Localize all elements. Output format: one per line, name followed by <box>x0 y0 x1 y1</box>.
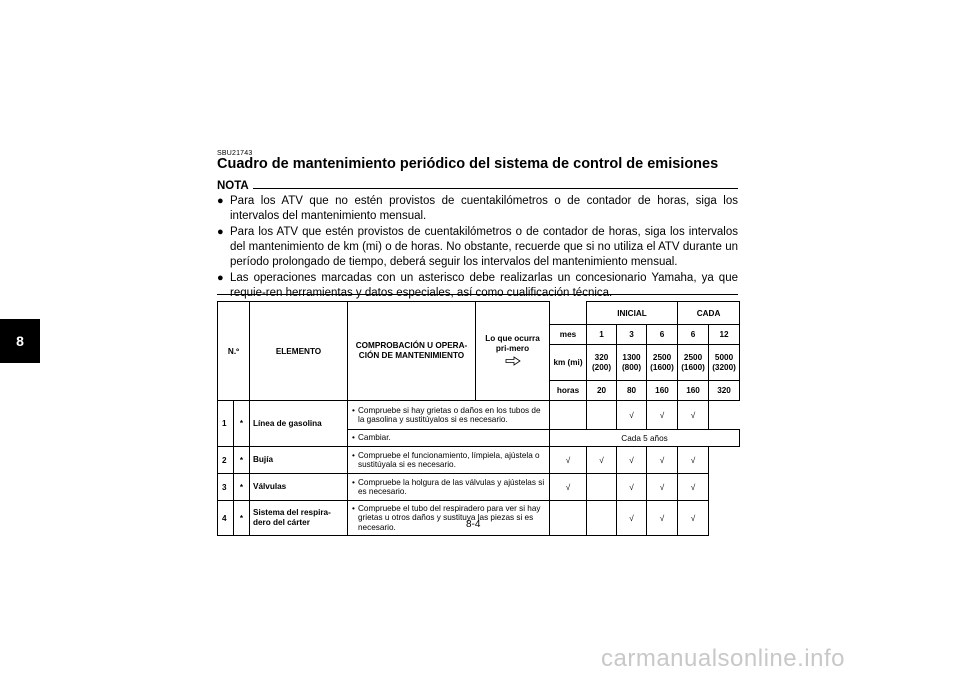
header-row <box>218 302 740 325</box>
header-element: ELEMENTO <box>250 302 348 401</box>
document-code: SBU21743 <box>217 150 253 157</box>
header-blank <box>550 302 587 325</box>
table-row: 2 * Bujía • Compruebe el funcionamiento, límpiela, ajústela o sustitúyala si es necesario. √ √ √ √ √ <box>218 447 740 474</box>
header-inicial: INICIAL <box>587 302 678 325</box>
bullet-icon: ● <box>217 225 224 238</box>
header-cada: CADA <box>678 302 740 325</box>
interval-row-km: km (mi) 320 (200) 1300 (800) 2500 (1600) 2500 (1600) 5000 (3200) <box>218 345 740 381</box>
nota-header <box>217 180 738 194</box>
table-row: • Cambiar. Cada 5 años <box>218 430 740 447</box>
header-check: COMPROBACIÓN U OPERA-CIÓN DE MANTENIMIENTO <box>348 302 476 401</box>
nota-divider <box>253 188 738 189</box>
note-item: ● Para los ATV que no estén provistos de cuentakilómetros o de contador de horas, siga los intervalos del mantenimiento mensual. <box>217 195 738 223</box>
table-row: 1 * Línea de gasolina • Compruebe si hay grietas o daños en los tubos de la gasolina y sustitúyalos si es necesario. √ √ √ <box>218 401 740 430</box>
maintenance-table <box>217 301 740 536</box>
note-item: ● Para los ATV que estén provistos de cuentakilómetros o de contador de horas, siga los intervalos del mantenimiento de km (mi) o de horas. No obstante, recuerde que si no utiliza el ATV durante un período prolongado de tiempo, deberá seguir los intervalos del mantenimiento mensual. <box>217 225 738 269</box>
header-first-label: Lo que ocurra pri-mero <box>485 333 540 353</box>
note-item: ● Las operaciones marcadas con un asterisco debe realizarlas un concesionario Yamaha, ya que requie-ren herramientas y datos especiales, así como cualificación técnica. <box>217 271 738 299</box>
header-num: N.º <box>218 302 250 401</box>
page-number: 8-4 <box>466 519 481 530</box>
interval-row-mes: mes 1 3 6 6 12 <box>218 325 740 345</box>
page-title: Cuadro de mantenimiento periódico del sistema de control de emisiones <box>217 156 719 172</box>
table-row: 4 * Sistema del respira-dero del cárter • Compruebe el tubo del respiradero para ver si hay grietas u otros daños y sustituya las piezas si es necesario. √ √ √ <box>218 501 740 536</box>
table-row: 3 * Válvulas • Compruebe la holgura de las válvulas y ajústelas si es necesario. √ √ √ √ <box>218 474 740 501</box>
interval-row-horas: horas 20 80 160 160 320 <box>218 381 740 401</box>
section-divider <box>217 294 738 295</box>
notes-list <box>217 194 738 302</box>
interval-note: Cada 5 años <box>550 430 740 447</box>
header-first <box>476 302 550 401</box>
bullet-icon: ● <box>217 195 224 207</box>
arrow-right-icon <box>505 356 521 366</box>
watermark: carmanualsonline.info <box>601 645 845 672</box>
chapter-number: 8 <box>16 333 24 349</box>
nota-label: NOTA <box>217 180 253 192</box>
chapter-tab <box>0 319 40 363</box>
bullet-icon: ● <box>217 271 224 284</box>
